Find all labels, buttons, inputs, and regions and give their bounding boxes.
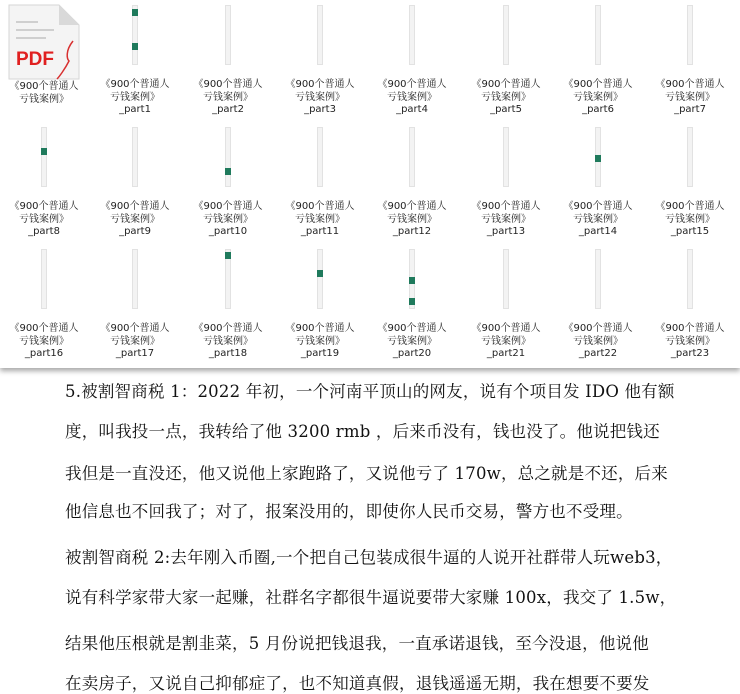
pdf-file-icon: [7, 3, 81, 81]
file-name-line: 亏钱案例》: [387, 213, 437, 225]
image-thumbnail: [409, 5, 415, 65]
file-name-line: 《900个普通人: [193, 79, 263, 90]
file-name: [89, 201, 181, 239]
file-name-line: _part12: [392, 226, 432, 237]
file-name-line: _part10: [208, 226, 248, 237]
file-name-line: 《900个普通人: [563, 201, 633, 212]
file-item-image[interactable]: [460, 247, 552, 361]
file-item-image[interactable]: [366, 247, 458, 361]
file-name-line: _part16: [24, 348, 64, 359]
image-thumbnail: [317, 5, 323, 65]
file-name-line: _part17: [115, 348, 155, 359]
file-name-line: _part9: [119, 226, 151, 237]
file-item-image[interactable]: [89, 125, 181, 239]
image-thumbnail: [503, 5, 509, 65]
file-name-line: 《900个普通人: [563, 79, 633, 90]
image-thumbnail: [225, 127, 231, 187]
file-name-line: 亏钱案例》: [573, 213, 623, 225]
image-thumbnail: [409, 127, 415, 187]
file-name-line: 亏钱案例》: [481, 213, 531, 225]
file-name-line: 亏钱案例》: [203, 213, 253, 225]
file-name-line: 亏钱案例》: [665, 213, 715, 225]
file-thumbnail: [274, 125, 366, 189]
file-thumbnail: [274, 3, 366, 67]
file-thumbnail: [182, 247, 274, 311]
thumbnail-mark: [595, 155, 601, 162]
file-name: [274, 323, 366, 361]
file-name: [0, 201, 90, 239]
file-name-line: 《900个普通人: [563, 323, 633, 334]
file-name-line: _part19: [300, 348, 340, 359]
file-thumbnail: [552, 247, 644, 311]
document-text-line: 我但是一直没还，他又说他上家跑路了，又说他亏了 170w，总之就是不还，后来: [65, 464, 668, 483]
file-name-line: _part21: [486, 348, 526, 359]
file-item-image[interactable]: [274, 125, 366, 239]
document-text-line: 结果他压根就是割韭菜，5 月份说把钱退我，一直承诺退钱，至今没退，他说他: [65, 634, 649, 653]
file-item-image[interactable]: [182, 125, 274, 239]
file-item-image[interactable]: [552, 3, 644, 117]
thumbnail-mark: [317, 270, 323, 277]
image-thumbnail: [409, 249, 415, 309]
file-thumbnail: [0, 125, 90, 189]
image-thumbnail: [687, 127, 693, 187]
file-item-image[interactable]: [460, 125, 552, 239]
file-name-line: _part20: [392, 348, 432, 359]
file-name-line: 亏钱案例》: [387, 335, 437, 347]
file-name-line: 亏钱案例》: [665, 91, 715, 103]
file-name-line: 亏钱案例》: [387, 91, 437, 103]
file-thumbnail: [460, 247, 552, 311]
file-name-line: _part22: [578, 348, 618, 359]
thumbnail-mark: [409, 277, 415, 284]
file-name-line: _part15: [670, 226, 710, 237]
file-name-line: 《900个普通人: [100, 201, 170, 212]
file-thumbnail: [366, 125, 458, 189]
file-item-pdf[interactable]: [0, 3, 90, 106]
file-name-line: 亏钱案例》: [19, 93, 69, 105]
thumbnail-mark: [409, 298, 415, 305]
file-name-line: 《900个普通人: [285, 79, 355, 90]
file-name-line: _part11: [300, 226, 340, 237]
file-name-line: 亏钱案例》: [110, 335, 160, 347]
file-name-line: _part13: [486, 226, 526, 237]
file-thumbnail: [366, 247, 458, 311]
file-name-line: _part14: [578, 226, 618, 237]
file-thumbnail: [89, 125, 181, 189]
file-name-line: 《900个普通人: [655, 201, 725, 212]
image-thumbnail: [687, 5, 693, 65]
file-thumbnail: [644, 125, 736, 189]
file-name: [274, 79, 366, 117]
file-name-line: 《900个普通人: [9, 323, 79, 334]
thumbnail-mark: [225, 252, 231, 259]
image-thumbnail: [503, 127, 509, 187]
file-item-image[interactable]: [182, 247, 274, 361]
file-thumbnail: [89, 3, 181, 67]
file-name-line: _part6: [582, 104, 614, 115]
image-thumbnail: [132, 249, 138, 309]
file-name: [366, 79, 458, 117]
thumbnail-mark: [41, 148, 47, 155]
file-name: [366, 323, 458, 361]
file-name-line: _part7: [674, 104, 706, 115]
file-name: [182, 323, 274, 361]
file-name: [89, 79, 181, 117]
file-thumbnail: [0, 3, 90, 81]
file-thumbnail: [644, 247, 736, 311]
file-name: [644, 201, 736, 239]
file-name: [89, 323, 181, 361]
file-item-image[interactable]: [89, 247, 181, 361]
file-name-line: 《900个普通人: [193, 323, 263, 334]
image-thumbnail: [132, 5, 138, 65]
document-text-line: 被割智商税 2:去年刚入币圈,一个把自己包装成很牛逼的人说开社群带人玩web3，: [65, 548, 673, 567]
image-thumbnail: [41, 249, 47, 309]
file-thumbnail: [644, 3, 736, 67]
image-thumbnail: [595, 249, 601, 309]
file-item-image[interactable]: [274, 3, 366, 117]
file-item-image[interactable]: [644, 125, 736, 239]
file-name-line: 《900个普通人: [9, 201, 79, 212]
file-name: [644, 323, 736, 361]
file-name: [460, 79, 552, 117]
image-thumbnail: [595, 127, 601, 187]
file-name: [460, 201, 552, 239]
file-name-line: _part3: [304, 104, 336, 115]
document-body: [0, 368, 740, 692]
file-thumbnail: [460, 125, 552, 189]
thumbnail-mark: [132, 43, 138, 50]
file-item-image[interactable]: [274, 247, 366, 361]
file-name: [182, 201, 274, 239]
image-thumbnail: [41, 127, 47, 187]
file-name-line: 《900个普通人: [377, 79, 447, 90]
file-name-line: 《900个普通人: [193, 201, 263, 212]
document-text-line: 他信息也不回我了；对了，报案没用的，即使你人民币交易，警方也不受理。: [65, 502, 633, 521]
file-name-line: 《900个普通人: [655, 323, 725, 334]
file-item-image[interactable]: [552, 247, 644, 361]
file-name-line: 亏钱案例》: [203, 335, 253, 347]
file-name-line: 《900个普通人: [285, 201, 355, 212]
file-name-line: _part18: [208, 348, 248, 359]
file-name-line: 亏钱案例》: [295, 335, 345, 347]
file-name-line: 亏钱案例》: [110, 91, 160, 103]
file-name-line: _part23: [670, 348, 710, 359]
file-item-image[interactable]: [644, 247, 736, 361]
file-thumbnail: [89, 247, 181, 311]
file-thumbnail: [460, 3, 552, 67]
image-thumbnail: [595, 5, 601, 65]
file-name-line: _part1: [119, 104, 151, 115]
file-name: [644, 79, 736, 117]
file-thumbnail: [366, 3, 458, 67]
file-thumbnail: [274, 247, 366, 311]
file-item-image[interactable]: [182, 3, 274, 117]
file-item-image[interactable]: [366, 125, 458, 239]
file-thumbnail: [0, 247, 90, 311]
file-name-line: _part2: [212, 104, 244, 115]
file-item-image[interactable]: [0, 125, 90, 239]
document-text-line: 5.被割智商税 1：2022 年初，一个河南平顶山的网友，说有个项目发 IDO 他有额: [65, 382, 675, 401]
file-thumbnail: [182, 125, 274, 189]
file-name-line: 《900个普通人: [9, 81, 79, 92]
file-thumbnail: [552, 3, 644, 67]
file-name-line: 《900个普通人: [471, 323, 541, 334]
image-thumbnail: [503, 249, 509, 309]
file-name-line: _part4: [396, 104, 428, 115]
document-text-line: 度，叫我投一点，我转给了他 3200 rmb ，后来币没有，钱也没了。他说把钱还: [65, 422, 660, 441]
image-thumbnail: [225, 249, 231, 309]
file-name-line: 《900个普通人: [655, 79, 725, 90]
image-thumbnail: [132, 127, 138, 187]
file-name-line: 《900个普通人: [377, 201, 447, 212]
file-name: [274, 201, 366, 239]
file-name-line: 亏钱案例》: [19, 213, 69, 225]
image-thumbnail: [317, 249, 323, 309]
file-name-line: 亏钱案例》: [481, 91, 531, 103]
file-name-line: 《900个普通人: [100, 79, 170, 90]
file-name-line: 亏钱案例》: [19, 335, 69, 347]
file-name-line: 《900个普通人: [285, 323, 355, 334]
file-name-line: 《900个普通人: [100, 323, 170, 334]
file-name: [0, 323, 90, 361]
image-thumbnail: [687, 249, 693, 309]
file-name: [552, 201, 644, 239]
file-name-line: 亏钱案例》: [665, 335, 715, 347]
thumbnail-mark: [225, 168, 231, 175]
file-name: [460, 323, 552, 361]
file-name-line: 亏钱案例》: [573, 91, 623, 103]
image-thumbnail: [317, 127, 323, 187]
file-name-line: 亏钱案例》: [573, 335, 623, 347]
file-item-image[interactable]: [552, 125, 644, 239]
image-thumbnail: [225, 5, 231, 65]
file-name: [552, 79, 644, 117]
file-name-line: _part8: [28, 226, 60, 237]
file-name: [366, 201, 458, 239]
file-name: [552, 323, 644, 361]
document-text-line: 在卖房子，又说自己抑郁症了，也不知道真假，退钱遥遥无期，我在想要不要发: [65, 674, 650, 693]
file-name: [0, 81, 90, 106]
file-item-image[interactable]: [366, 3, 458, 117]
file-name-line: _part5: [490, 104, 522, 115]
file-name-line: 《900个普通人: [377, 323, 447, 334]
file-name-line: 亏钱案例》: [295, 213, 345, 225]
file-name-line: 亏钱案例》: [481, 335, 531, 347]
document-text-line: 说有科学家带大家一起赚，社群名字都很牛逼说要带大家赚 100x，我交了 1.5w，: [65, 588, 677, 607]
file-name-line: 亏钱案例》: [203, 91, 253, 103]
file-name-line: 亏钱案例》: [110, 213, 160, 225]
file-name-line: 亏钱案例》: [295, 91, 345, 103]
file-item-image[interactable]: [0, 247, 90, 361]
file-item-image[interactable]: [644, 3, 736, 117]
file-item-image[interactable]: [460, 3, 552, 117]
file-item-image[interactable]: [89, 3, 181, 117]
pdf-label: PDF: [16, 49, 54, 70]
file-thumbnail: [552, 125, 644, 189]
file-thumbnail: [182, 3, 274, 67]
file-name-line: 《900个普通人: [471, 79, 541, 90]
thumbnail-mark: [132, 9, 138, 16]
file-name-line: 《900个普通人: [471, 201, 541, 212]
file-name: [182, 79, 274, 117]
